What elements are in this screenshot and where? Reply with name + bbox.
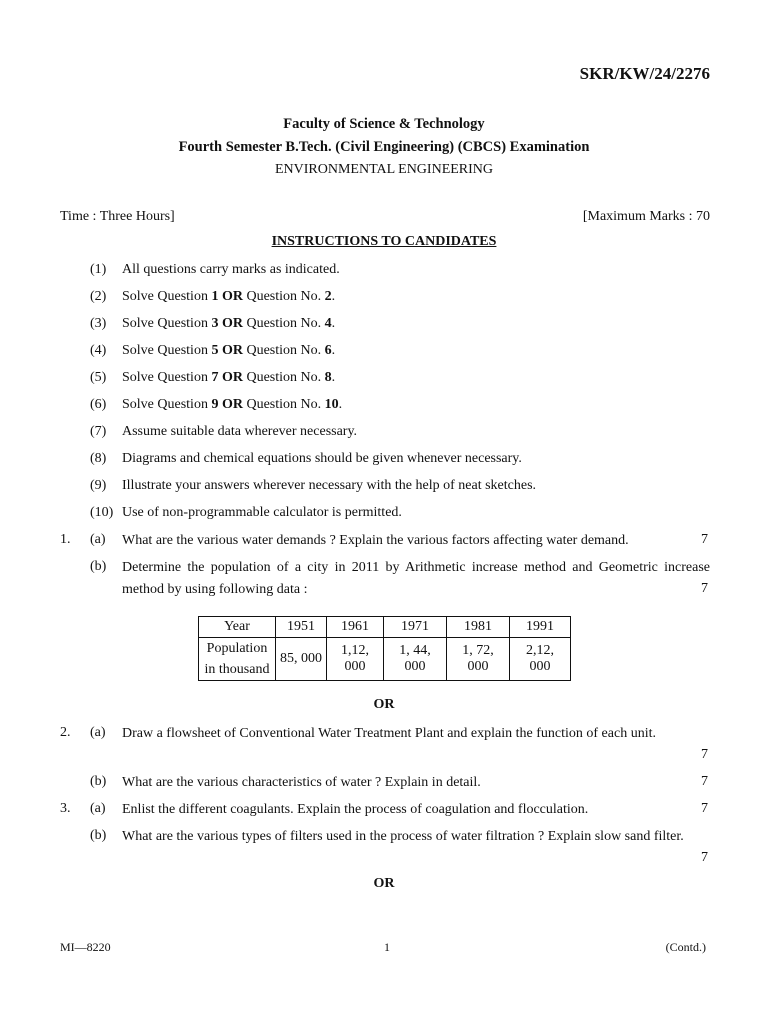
instruction-text: Question No. [246,397,325,412]
or-separator: OR [373,876,395,891]
paper-code: SKR/KW/24/2276 [579,64,710,83]
instruction-text: Solve Question [122,316,212,331]
instruction-text: Solve Question [122,370,212,385]
or-word: OR [218,289,247,304]
question-marks: 7 [701,532,708,547]
instruction-text: Illustrate your answers wherever necessary with the help of neat sketches. [122,478,537,493]
instruction-item [90,478,536,494]
question-part-label: (a) [90,725,106,740]
table-cell: 1, 72, 000 [447,638,510,681]
or-word: OR [218,370,247,385]
table-header-cell [199,638,276,681]
instruction-item [90,451,522,467]
exam-title: Fourth Semester B.Tech. (Civil Engineering) (CBCS) Examination [178,139,590,155]
instruction-text: Question No. [246,289,325,304]
instruction-item [90,397,342,413]
question-ref: 5 [211,343,219,358]
question-ref: 8 [324,370,332,385]
instruction-text: Assume suitable data wherever necessary. [122,424,358,439]
question-text: What are the various characteristics of water ? Explain in detail. [122,775,481,790]
time-duration: Time : Three Hours] [60,209,175,224]
instruction-text: Solve Question [122,289,212,304]
question-ref: 4 [324,316,332,331]
table-label-line: in thousand [204,662,270,677]
question-text: Determine the population of a city in 2011 by Arithmetic increase method and Geometric increase method by using following data : [122,560,710,597]
instruction-number: (10) [90,505,114,520]
question-marks: 7 [701,801,708,816]
question-ref: 6 [324,343,332,358]
instruction-item [90,424,357,440]
or-word: OR [218,343,247,358]
or-word: OR [218,397,247,412]
instruction-number: (2) [90,289,107,304]
instruction-text: Diagrams and chemical equations should be given whenever necessary. [122,451,522,466]
table-cell: 1,12, 000 [327,638,384,681]
instruction-text: Use of non-programmable calculator is permitted. [122,505,402,520]
instruction-number: (4) [90,343,107,358]
question-marks: 7 [701,850,708,865]
question-part-label: (b) [90,828,107,843]
instruction-item [90,289,335,305]
maximum-marks: [Maximum Marks : 70 [582,209,710,224]
instruction-text: Question No. [246,370,325,385]
question-part-label: (b) [90,774,107,789]
instruction-text: Question No. [246,343,325,358]
instruction-text: . [331,289,336,304]
question-part-label: (a) [90,532,106,547]
table-row [199,638,571,681]
question-text: Enlist the different coagulants. Explain the process of coagulation and flocculation. [122,802,589,817]
or-separator: OR [373,697,395,712]
faculty-title: Faculty of Science & Technology [283,116,485,132]
table-cell: 1951 [276,617,327,638]
footer-code: MI—8220 [60,940,111,954]
question-ref: 3 [211,316,219,331]
instruction-number: (7) [90,424,107,439]
instruction-item [90,262,340,278]
question-number: 2. [60,725,71,740]
instruction-item [90,343,335,359]
table-cell: 1971 [384,617,447,638]
table-label-line: Population [206,641,268,656]
question-number: 3. [60,801,71,816]
instruction-text: All questions carry marks as indicated. [122,262,340,277]
question-ref: 7 [211,370,219,385]
population-table [198,616,571,681]
question-part-label: (b) [90,559,107,574]
question-ref: 2 [324,289,332,304]
page-number: 1 [384,940,390,954]
instruction-text: . [331,316,336,331]
instruction-text: . [338,397,343,412]
question-marks: 7 [701,747,708,762]
instruction-item [90,316,335,332]
question-marks: 7 [701,581,708,596]
table-cell: 2,12, 000 [510,638,571,681]
instruction-text: Question No. [246,316,325,331]
question-ref: 1 [211,289,219,304]
subject-title: ENVIRONMENTAL ENGINEERING [274,162,494,177]
question-ref: 9 [211,397,219,412]
instruction-text: Solve Question [122,343,212,358]
table-cell: 85, 000 [276,638,327,681]
question-text: Draw a flowsheet of Conventional Water Treatment Plant and explain the function of each unit. [122,726,656,741]
instruction-number: (1) [90,262,107,277]
instruction-item [90,505,402,521]
instruction-text: Solve Question [122,397,212,412]
table-row [199,617,571,638]
or-word: OR [218,316,247,331]
continued-note: (Contd.) [665,940,706,954]
question-text: What are the various water demands ? Explain the various factors affecting water demand. [122,533,629,548]
instruction-text: . [331,370,336,385]
instruction-item [90,370,335,386]
question-number: 1. [60,532,71,547]
instructions-title: INSTRUCTIONS TO CANDIDATES [271,234,497,249]
question-text: What are the various types of filters used in the process of water filtration ? Explain slow sand filter. [122,829,684,844]
instruction-number: (6) [90,397,107,412]
instruction-text: . [331,343,336,358]
instruction-number: (8) [90,451,107,466]
table-cell: 1991 [510,617,571,638]
table-cell: 1981 [447,617,510,638]
instruction-number: (5) [90,370,107,385]
instruction-number: (9) [90,478,107,493]
question-marks: 7 [701,774,708,789]
table-header-cell: Year [199,617,276,638]
table-cell: 1, 44, 000 [384,638,447,681]
question-part-label: (a) [90,801,106,816]
question-ref: 10 [324,397,339,412]
instruction-number: (3) [90,316,107,331]
table-cell: 1961 [327,617,384,638]
